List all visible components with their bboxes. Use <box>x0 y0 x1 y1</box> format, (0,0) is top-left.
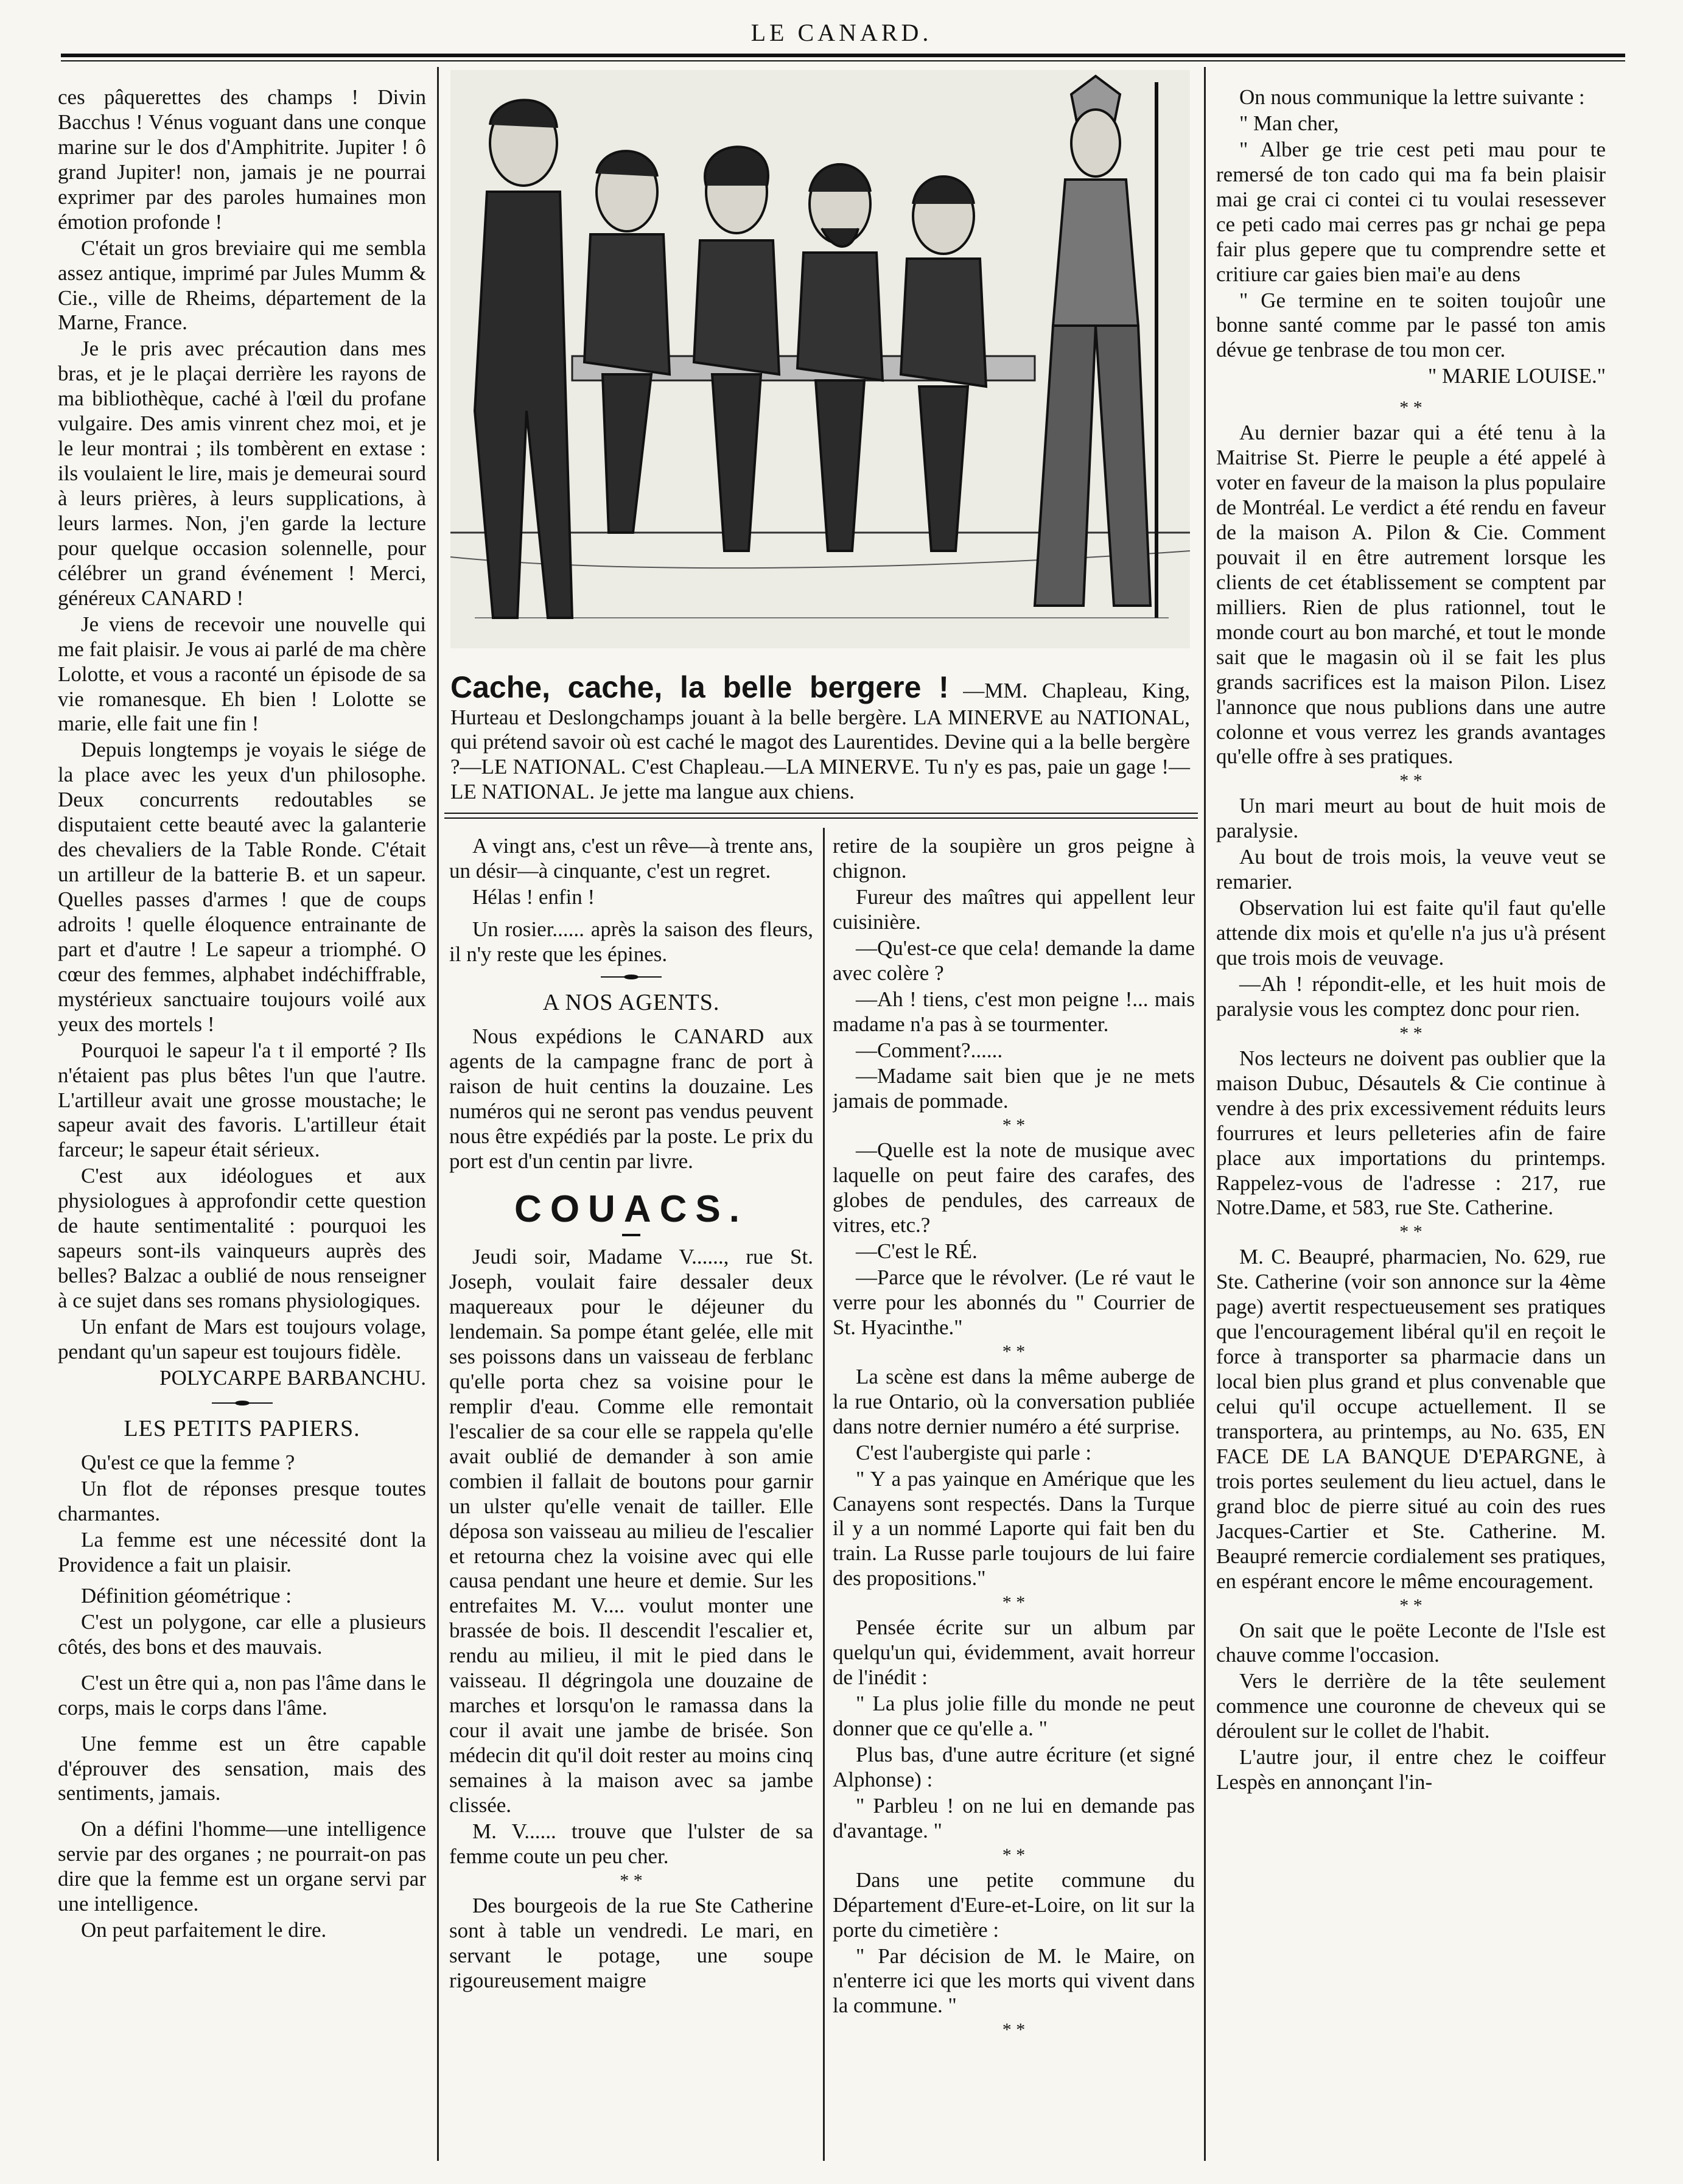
paragraph: Depuis longtemps je voyais le siége de la place avec les yeux d'un philosophe. Deux concurrents redoutables se disputaient cette beauté avec la galanterie des chevaliers de la Table Ronde. C'était un artilleur de la batterie B. et un sapeur. Quelles passes d'armes ! que de coups adroits ! quelle éloquence entrainante de part et d'autre ! Le sapeur a triomphé. O cœur des femmes, alphabet indéchiffrable, mystérieux sanctuaire toujours voilé aux yeux des mortels ! <box>58 738 426 1036</box>
paragraph: Dans une petite commune du Département d'Eure-et-Loire, on lit sur la porte du cimetière : <box>833 1867 1195 1942</box>
separator-stars: * * <box>1399 397 1422 418</box>
paragraph: L'autre jour, il entre chez le coiffeur Lespès en annonçant l'in- <box>1216 1745 1606 1794</box>
column-3 <box>833 834 1195 2167</box>
paragraph: Qu'est ce que la femme ? <box>81 1451 295 1475</box>
paragraph: La femme est une nécessité dont la Providence a fait un plaisir. <box>58 1528 426 1577</box>
paragraph: Pourquoi le sapeur l'a t il emporté ? Ils n'étaient pas plus bêtes l'un que l'autre. L'artilleur avait une grosse moustache; le sapeur avait des favoris. L'artilleur était farceur; le sapeur était sérieux. <box>58 1038 426 1162</box>
paragraph: " Y a pas yainque en Amérique que les Canayens sont respectés. Dans la Turque il y a un nommé Laporte qui fait ben du train. La Russe parle toujours de lui faire des propositions." <box>833 1466 1195 1591</box>
section-heading: LES PETITS PAPIERS. <box>124 1415 360 1441</box>
separator-stars: * * <box>1399 1023 1422 1043</box>
separator-stars: * * <box>1002 1844 1026 1865</box>
paragraph: C'est un être qui a, non pas l'âme dans le corps, mais le corps dans l'âme. <box>58 1670 426 1720</box>
paragraph: " Par décision de M. le Maire, on n'enterre ici que les morts qui vivent dans la commune. " <box>833 1944 1195 2018</box>
caricature-illustration <box>450 70 1190 648</box>
illustration-bottom-rule-2 <box>444 817 1198 819</box>
illustration-caption <box>450 670 1190 805</box>
paragraph: Vers le derrière de la tête seulement commence une couronne de cheveux qui se déroulent sur le collet de l'habit. <box>1216 1669 1606 1743</box>
separator-stars: * * <box>1002 1592 1026 1613</box>
column-divider-2 <box>823 828 825 2161</box>
paragraph: Un flot de réponses presque toutes charmantes. <box>58 1477 426 1526</box>
paragraph: ces pâquerettes des champs ! Divin Bacchus ! Vénus voguant dans une conque marine sur le dos d'Amphitrite. Jupiter ! ô grand Jupiter! non, jamais je ne pourrai exprimer par des paroles humaines mon émotion profonde ! <box>58 85 426 234</box>
caption-title: Cache, cache, la belle bergere ! <box>450 670 949 704</box>
separator-stars: * * <box>1399 771 1422 791</box>
separator-stars: * * <box>1399 1595 1422 1615</box>
paragraph: —Ah ! répondit-elle, et les huit mois de paralysie vous les comptez donc pour rien. <box>1216 971 1606 1021</box>
paragraph: Un enfant de Mars est toujours volage, pendant qu'un sapeur est toujours fidèle. <box>58 1314 426 1363</box>
paragraph: —Quelle est la note de musique avec laquelle on peut faire des carafes, des globes de pendules, des carreaux de vitres, etc.? <box>833 1138 1195 1237</box>
couacs-heading: COUACS. <box>514 1188 748 1230</box>
paragraph: Une femme est un être capable d'éprouver des sensation, mais des sentiments, jamais. <box>58 1731 426 1805</box>
ornament-divider <box>212 1401 273 1405</box>
paragraph: Nos lecteurs ne doivent pas oublier que la maison Dubuc, Désautels & Cie continue à vendre à des prix excessivement réduits leurs fourrures et leurs pelleteries afin de faire place aux importations du printemps. Rappelez-vous de l'adresse : 217, rue Notre.Dame, et 583, rue Ste. Catherine. <box>1216 1046 1606 1220</box>
paragraph: Nous expédions le CANARD aux agents de la campagne franc de port à raison de huit centins la douzaine. Les numéros qui ne seront pas vendus peuvent nous être expédiés par la poste. Le prix du port est d'un centin par livre. <box>449 1024 813 1173</box>
paragraph: Hélas ! enfin ! <box>472 884 595 909</box>
signature: " MARIE LOUISE." <box>1427 364 1606 388</box>
paragraph: Je le pris avec précaution dans mes bras, et je le plaçai derrière les rayons de ma bibliothèque, caché à l'œil du profane vulgaire. Des amis vinrent chez moi, et je le leur montrai ; ils tombèrent en extase : ils voulaient le lire, mais je demeurai sourd à leurs prières, à leurs supplications, à leurs larmes. Non, j'en garde la lecture pour quelque occasion solennelle, pour célébrer un grand événement ! Merci, généreux CANARD ! <box>58 337 426 610</box>
separator-stars: * * <box>620 1870 643 1891</box>
paragraph: —Parce que le révolver. (Le ré vaut le verre pour les abonnés du " Courrier de St. Hyacinthe." <box>833 1265 1195 1339</box>
paragraph: " Ge termine en te soiten toujoûr une bonne santé comme par le passé ton amis dévue ge tenbrase de tou mon cer. <box>1216 288 1606 362</box>
separator-stars: * * <box>1002 1341 1026 1362</box>
paragraph: Au dernier bazar qui a été tenu à la Maitrise St. Pierre le peuple a été appelé à voter en faveur de la maison la plus populaire de Montréal. Le verdict a été rendu en faveur de la maison A. Pilon & Cie. Comment pouvait il en être autrement lorsque les clients de cet établissement se comptent par milliers. Rien de plus rationnel, tout le monde court au bon marché, et tout le monde sait que le magasin où il se fait les plus grands sacrifices est la maison Pilon. Lisez l'annonce que nous publions dans une autre colonne et vous verrez les grands avantages qu'elle offre à ses pratiques. <box>1216 421 1606 769</box>
separator-stars: * * <box>1399 1222 1422 1242</box>
paragraph: —Qu'est-ce que cela! demande la dame avec colère ? <box>833 936 1195 985</box>
paragraph: Plus bas, d'une autre écriture (et signé Alphonse) : <box>833 1742 1195 1791</box>
paragraph: La scène est dans la même auberge de la rue Ontario, où la conversation publiée dans notre dernier numéro a été surprise. <box>833 1364 1195 1438</box>
paragraph: M. C. Beaupré, pharmacien, No. 629, rue Ste. Catherine (voir son annonce sur la 4ème page) avertit respectueusement ses pratiques que l'encouragement libéral qu'il en reçoit le force à transporter sa pharmacie dans un local bien plus grand et plus convenable que celui qu'il occupe actuellement. Il se transportera, au printemps, au No. 635, EN FACE DE LA BANQUE D'EPARGNE, à trois portes seulement du lieu actuel, dans le grand bloc de pierre situé au coin des rues Jacques-Cartier et Ste. Catherine. M. Beaupré remercie cordialement ses pratiques, en espérant encore le même encouragement. <box>1216 1245 1606 1593</box>
masthead-rule <box>61 54 1625 57</box>
paragraph: Je viens de recevoir une nouvelle qui me fait plaisir. Je vous ai parlé de ma chère Lolotte, et vous a raconté un épisode de sa vie romanesque. Eh bien ! Lolotte se marie, elle fait une fin ! <box>58 612 426 736</box>
ornament-divider <box>601 975 662 979</box>
separator-stars: * * <box>1002 1115 1026 1136</box>
column-divider-3 <box>1204 67 1206 2161</box>
column-4 <box>1216 85 1606 2167</box>
paragraph: —Madame sait bien que je ne mets jamais de pommade. <box>833 1064 1195 1113</box>
paragraph: On sait que le poëte Leconte de l'Isle est chauve comme l'occasion. <box>1216 1618 1606 1667</box>
signature: POLYCARPE BARBANCHU. <box>159 1365 426 1390</box>
illustration-bottom-rule <box>444 813 1198 814</box>
paragraph: " Alber ge trie cest peti mau pour te remersé de ton cado qui ma fa bein plaisir mai ge crai ci contei ci tu voulai resessever ce peti cado mai cerres pas gr nchai ge pepa fair plus gepere que tu comprendre sette et critiure car gaies bien mai'e au dens <box>1216 137 1606 286</box>
paragraph: C'est l'aubergiste qui parle : <box>856 1440 1092 1465</box>
caption-text: —MM. Chapleau, King, Hurteau et Deslongchamps jouant à la belle bergère. LA MINERVE au NATIONAL, qui prétend savoir où est caché le magot des Laurentides. Devine qui a la belle bergère ?—LE NATIONAL. C'est Chapleau.—LA MINERVE. Tu n'y es pas, paie un gage !—LE NATIONAL. Je jette ma langue aux chiens. <box>450 679 1190 804</box>
paragraph: " Parbleu ! on ne lui en demande pas d'avantage. " <box>833 1793 1195 1843</box>
paragraph: " Man cher, <box>1239 111 1339 135</box>
paragraph: Fureur des maîtres qui appellent leur cuisinière. <box>833 884 1195 934</box>
heading-dash <box>622 1234 640 1236</box>
paragraph: Observation lui est faite qu'il faut qu'elle attende dix mois et qu'elle n'a jus u'à présent que trois mois de veuvage. <box>1216 896 1606 970</box>
separator-stars: * * <box>1002 2020 1026 2040</box>
paragraph: A vingt ans, c'est un rêve—à trente ans, un désir—à cinquante, c'est un regret. <box>449 834 813 883</box>
paragraph: —Comment?...... <box>856 1038 1003 1062</box>
column-2 <box>449 834 813 2167</box>
masthead: LE CANARD. <box>751 19 932 46</box>
paragraph: Des bourgeois de la rue Ste Catherine sont à table un vendredi. Le mari, en servant le potage, une soupe rigoureusement maigre <box>449 1893 813 1992</box>
column-1 <box>58 85 426 2167</box>
paragraph: —Ah ! tiens, c'est mon peigne !... mais madame n'a pas à se tourmenter. <box>833 987 1195 1036</box>
paragraph: On nous communique la lettre suivante : <box>1239 85 1585 109</box>
paragraph: Pensée écrite sur un album par quelqu'un qui, évidemment, avait horreur de l'inédit : <box>833 1615 1195 1690</box>
paragraph: C'est un polygone, car elle a plusieurs côtés, des bons et des mauvais. <box>58 1609 426 1659</box>
paragraph: Jeudi soir, Madame V......, rue St. Joseph, voulait faire dessaler deux maquereaux pour le déjeuner du lendemain. Sa pompe étant gelée, elle mit ses poissons dans un vaisseau de ferblanc qu'elle porta chez sa voisine pour le remplir d'eau. Comme elle remontait l'escalier de sa cour elle se rappela qu'elle avait oublié de demander à son amie combien il fallait de boutons pour garnir un ulster qu'elle venait de tailler. Elle déposa son vaisseau au milieu de l'escalier et retourna chez la voisine avec qui elle causa pendant une heure et demie. Sur les entrefaites M. V.... voulut monter une brassée de bois. Il descendit l'escalier et, rendu au milieu, il mit le pied dans le vaisseau. Il dégringola une douzaine de marches et lorsqu'on le ramassa dans la cour il avait une jambe de brisée. Son médecin dit qu'il doit rester au moins cinq semaines à la maison avec sa jambe clissée. <box>449 1245 813 1817</box>
paragraph: Définition géométrique : <box>81 1583 292 1608</box>
paragraph: C'est aux idéologues et aux physiologues à approfondir cette question de haute sentimentalité : pourquoi les sapeurs sont-ils vainqueurs auprès des belles? Balzac a oublié de nous renseigner à ce sujet dans ses romans physiologiques. <box>58 1164 426 1312</box>
paragraph: On a défini l'homme—une intelligence servie par des organes ; ne pourrait-on pas dire que la femme est un organe servi par une intelligence. <box>58 1817 426 1916</box>
paragraph: " La plus jolie fille du monde ne peut donner que ce qu'elle a. " <box>833 1692 1195 1740</box>
paragraph: Un rosier...... après la saison des fleurs, il n'y reste que les épines. <box>449 917 813 966</box>
column-divider-1 <box>437 67 439 2161</box>
paragraph: On peut parfaitement le dire. <box>81 1918 327 1942</box>
paragraph: retire de la soupière un gros peigne à chignon. <box>833 834 1195 883</box>
paragraph: M. V...... trouve que l'ulster de sa femme coute un peu cher. <box>449 1819 813 1868</box>
masthead-rule-thin <box>61 60 1625 61</box>
paragraph: Au bout de trois mois, la veuve veut se remarier. <box>1216 845 1606 894</box>
section-heading: A NOS AGENTS. <box>542 989 720 1015</box>
paragraph: Un mari meurt au bout de huit mois de paralysie. <box>1216 794 1606 843</box>
paragraph: —C'est le RÉ. <box>856 1239 978 1264</box>
paragraph: C'était un gros breviaire qui me sembla assez antique, imprimé par Jules Mumm & Cie., ville de Rheims, département de la Marne, France. <box>58 236 426 335</box>
